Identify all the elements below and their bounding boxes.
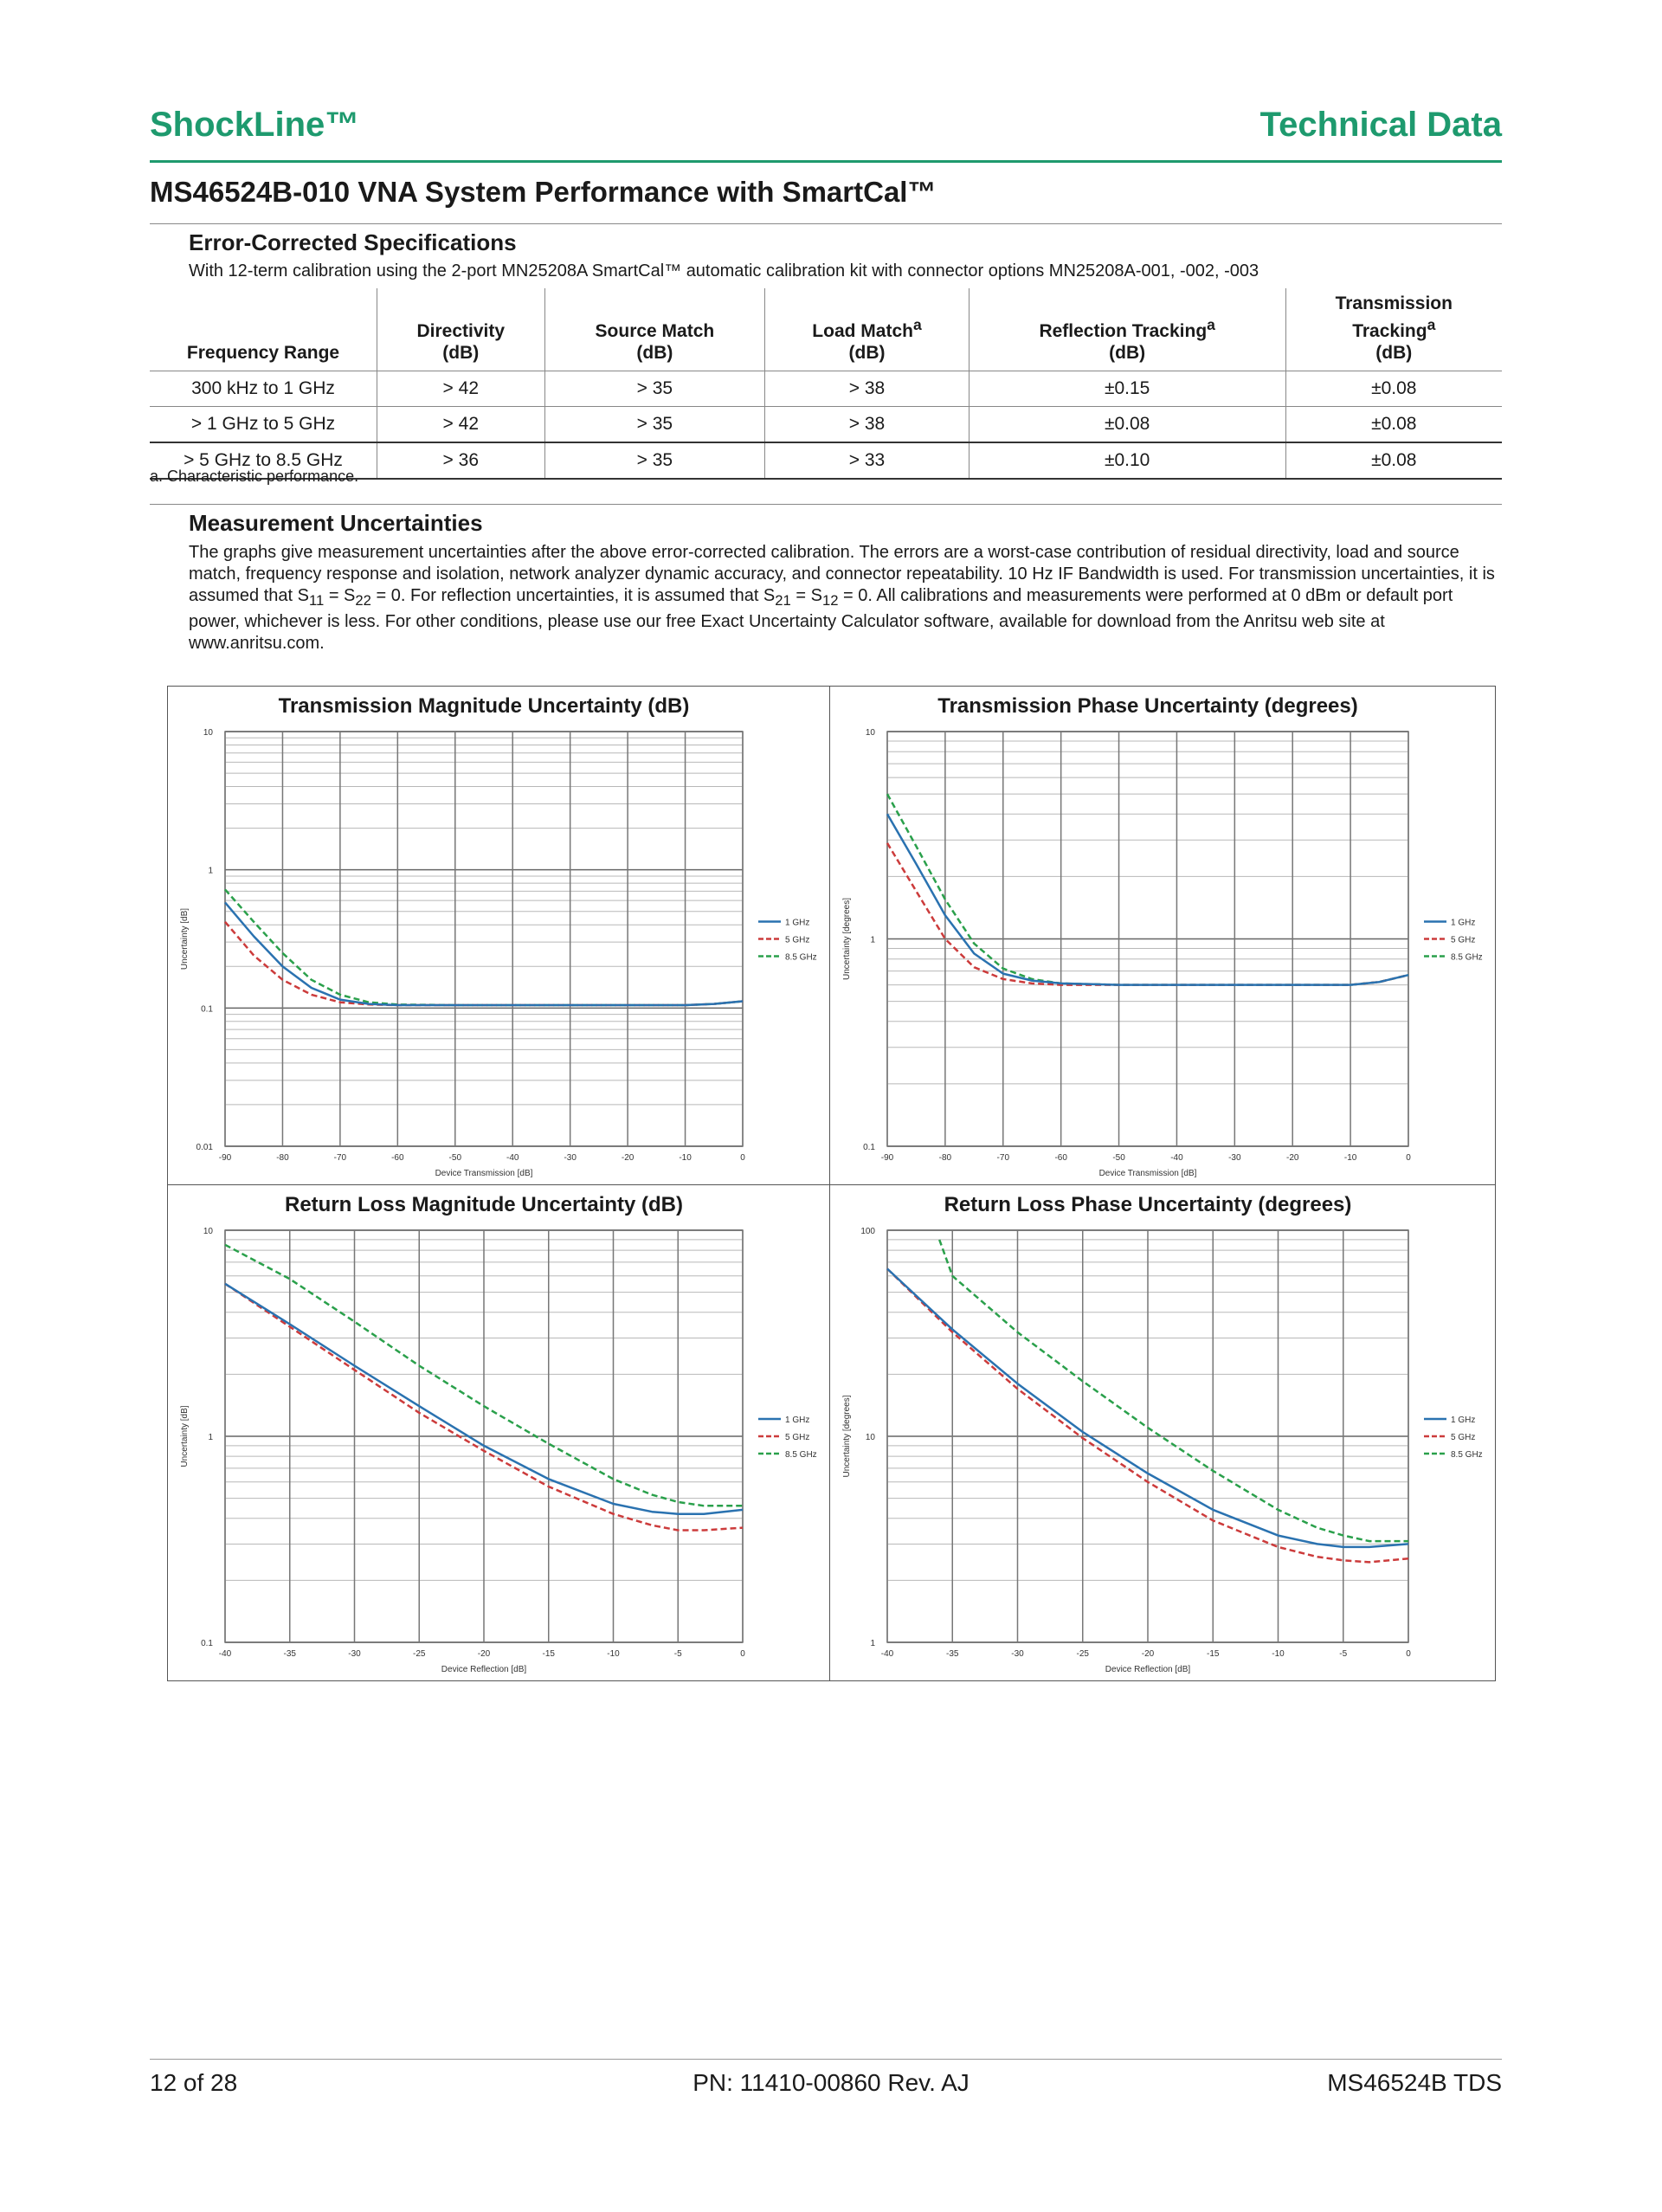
table-cell: ±0.10 [969,442,1285,479]
para-text: = 0. For reflection uncertainties, it is assumed that S [370,586,776,605]
footnote-marker: a [1207,316,1215,333]
col-label: Tracking [1352,321,1427,341]
y-tick-label: 10 [865,1433,875,1442]
chart-svg [168,687,829,1184]
footnote-marker: a [912,316,922,333]
x-tick-label: -35 [946,1649,959,1659]
x-tick-label: 0 [740,1153,745,1163]
table-cell: ±0.08 [1285,371,1502,407]
chart-title: Transmission Phase Uncertainty (degrees) [937,694,1358,718]
x-tick-label: -15 [1207,1649,1220,1659]
chart-svg [830,687,1495,1184]
part-number: PN: 11410-00860 Rev. AJ [692,2069,970,2096]
y-tick-label: 0.1 [863,1143,875,1152]
x-tick-label: -60 [391,1153,404,1163]
y-axis-label: Uncertainty [dB] [180,907,190,971]
table-cell: > 36 [377,442,545,479]
x-tick-label: -15 [542,1649,555,1659]
document-name: MS46524B TDS [1327,2069,1502,2096]
x-tick-label: 0 [1406,1649,1411,1659]
section-title: Technical Data [1259,106,1502,144]
y-tick-label: 0.1 [201,1004,213,1015]
table-cell: ±0.08 [1285,407,1502,443]
x-tick-label: -10 [607,1649,620,1659]
y-tick-label: 100 [860,1227,875,1236]
legend-label: 5 GHz [785,935,810,945]
legend-label: 1 GHz [785,918,810,928]
x-tick-label: -30 [1011,1649,1024,1659]
chart-transmission-phase [829,686,1496,1185]
x-tick-label: -50 [1112,1153,1125,1163]
x-tick-label: -70 [333,1153,347,1163]
col-unit: (dB) [1109,343,1146,363]
table-cell: ±0.15 [969,371,1285,407]
legend-label: 1 GHz [1451,1416,1476,1425]
col-reflection-tracking [969,288,1285,371]
table-cell: 300 kHz to 1 GHz [150,371,377,407]
y-axis-label: Uncertainty [degrees] [842,897,852,981]
table-cell: > 42 [377,371,545,407]
col-label: Frequency Range [186,343,340,363]
spec-subtitle: With 12-term calibration using the 2-port MN25208A SmartCal™ automatic calibration kit with connector options MN25208A-001, -002, -003 [189,261,1259,281]
col-unit: (dB) [442,343,480,363]
page-number: 12 of 28 [150,2069,238,2096]
para-text: = 0. All calibrations and measurements were performed at 0 dBm or default port power, whichever is less. For other conditions, please use our free Exact Uncertainty Calculator software, available for download from the Anritsu web site at www.anritsu.com. [189,586,1453,653]
plot-area [225,732,743,1146]
y-tick-label: 1 [870,1639,875,1648]
x-tick-label: -30 [564,1153,577,1163]
legend-label: 5 GHz [1451,935,1476,945]
table-cell: ±0.08 [1285,442,1502,479]
x-tick-label: -20 [1285,1153,1299,1163]
x-tick-label: -30 [348,1649,361,1659]
table-cell: ±0.08 [969,407,1285,443]
table-footnote: a. Characteristic performance. [150,468,359,485]
x-tick-label: 0 [740,1649,745,1659]
y-tick-label: 1 [208,866,213,876]
col-label: Load Match [812,321,913,341]
table-cell: > 38 [765,371,970,407]
col-unit: (dB) [636,343,673,363]
header-rule [150,160,1502,163]
y-tick-label: 0.1 [201,1639,213,1648]
y-tick-label: 1 [208,1433,213,1442]
para-text: For transmission uncertainties, it is assumed that S [189,564,1495,605]
col-frequency-range [150,288,377,371]
table-cell: > 35 [544,442,765,479]
spec-heading: Error-Corrected Specifications [189,229,517,255]
y-tick-label: 10 [203,728,213,738]
spec-table [150,288,1502,480]
subscript: 22 [355,592,371,609]
legend-label: 1 GHz [1451,918,1476,928]
x-tick-label: -5 [1339,1649,1348,1659]
subscript: 11 [308,592,325,609]
chart-title: Transmission Magnitude Uncertainty (dB) [278,694,690,718]
legend-label: 8.5 GHz [1451,952,1483,963]
legend-label: 5 GHz [785,1433,810,1442]
col-label: Transmission [1335,293,1453,313]
x-tick-label: -20 [477,1649,491,1659]
x-tick-label: -35 [283,1649,296,1659]
footnote-marker: a [1427,316,1436,333]
x-tick-label: -5 [673,1649,682,1659]
legend-label: 1 GHz [785,1416,810,1425]
col-label: Reflection Tracking [1039,321,1208,341]
x-tick-label: -90 [880,1153,894,1163]
chart-transmission-magnitude [167,686,830,1185]
table-cell: > 42 [377,407,545,443]
y-tick-label: 10 [203,1227,213,1236]
y-tick-label: 10 [865,728,875,738]
chart-svg [168,1185,829,1680]
para-text: The graphs give measurement uncertainties after the above error-corrected calibration. The errors are a worst-case contribution of residual directivity, load and source match, frequency response and isolation, network analyzer dynamic accuracy, and connector repeatability. 10 Hz IF Bandwidth is used. [189,543,1459,584]
para-text: = S [324,586,356,605]
chart-svg [830,1185,1495,1680]
section-rule [150,504,1502,505]
subscript: 21 [775,592,791,609]
col-label: Directivity [416,321,506,341]
col-label: Source Match [595,321,715,341]
footer-rule [150,2059,1502,2060]
x-axis-label: Device Reflection [dB] [441,1665,527,1674]
col-load-match [765,288,970,371]
col-transmission-tracking [1285,288,1502,371]
y-axis-label: Uncertainty [dB] [180,1405,190,1467]
legend-label: 8.5 GHz [785,1450,817,1460]
x-tick-label: -40 [880,1649,894,1659]
y-tick-label: 0.01 [196,1143,213,1152]
col-source-match [544,288,765,371]
x-tick-label: -20 [621,1153,635,1163]
x-axis-label: Device Reflection [dB] [1105,1665,1191,1674]
chart-title: Return Loss Magnitude Uncertainty (dB) [284,1193,684,1216]
table-cell: > 35 [544,407,765,443]
x-tick-label: -40 [218,1649,232,1659]
x-tick-label: -25 [413,1649,426,1659]
brand-title: ShockLine™ [150,106,360,144]
x-tick-label: -40 [1170,1153,1183,1163]
x-tick-label: -60 [1054,1153,1067,1163]
legend-label: 5 GHz [1451,1433,1476,1442]
x-tick-label: -10 [1272,1649,1285,1659]
x-tick-label: -40 [506,1153,519,1163]
table-row [150,371,1502,407]
y-axis-label: Uncertainty [degrees] [842,1395,852,1478]
x-tick-label: -20 [1141,1649,1155,1659]
uncertainty-paragraph [189,542,1504,655]
table-cell: > 1 GHz to 5 GHz [150,407,377,443]
title-rule [150,223,1502,224]
x-tick-label: -90 [218,1153,232,1163]
uncertainty-heading: Measurement Uncertainties [189,510,483,536]
table-cell: > 35 [544,371,765,407]
spec-table-header [150,288,1502,371]
chart-title: Return Loss Phase Uncertainty (degrees) [944,1193,1352,1216]
x-tick-label: -70 [996,1153,1010,1163]
x-axis-label: Device Transmission [dB] [435,1169,533,1178]
col-directivity [377,288,545,371]
y-tick-label: 1 [870,935,875,945]
legend-label: 8.5 GHz [1451,1450,1483,1460]
chart-return-loss-magnitude [167,1184,830,1681]
x-axis-label: Device Transmission [dB] [1098,1169,1197,1178]
x-tick-label: -80 [938,1153,952,1163]
x-tick-label: -25 [1076,1649,1089,1659]
col-unit: (dB) [1375,343,1413,363]
table-cell: > 5 GHz to 8.5 GHz [150,442,377,479]
page-title: MS46524B-010 VNA System Performance with SmartCal™ [150,176,937,208]
table-cell: > 38 [765,407,970,443]
x-tick-label: -80 [276,1153,289,1163]
legend-label: 8.5 GHz [785,952,817,963]
table-row [150,407,1502,443]
x-tick-label: -30 [1228,1153,1241,1163]
col-unit: (dB) [848,343,886,363]
x-tick-label: 0 [1406,1153,1411,1163]
para-text: = S [790,586,822,605]
subscript: 12 [821,592,839,609]
table-cell: > 33 [765,442,970,479]
x-tick-label: -50 [448,1153,462,1163]
x-tick-label: -10 [1343,1153,1357,1163]
chart-return-loss-phase [829,1184,1496,1681]
x-tick-label: -10 [679,1153,692,1163]
